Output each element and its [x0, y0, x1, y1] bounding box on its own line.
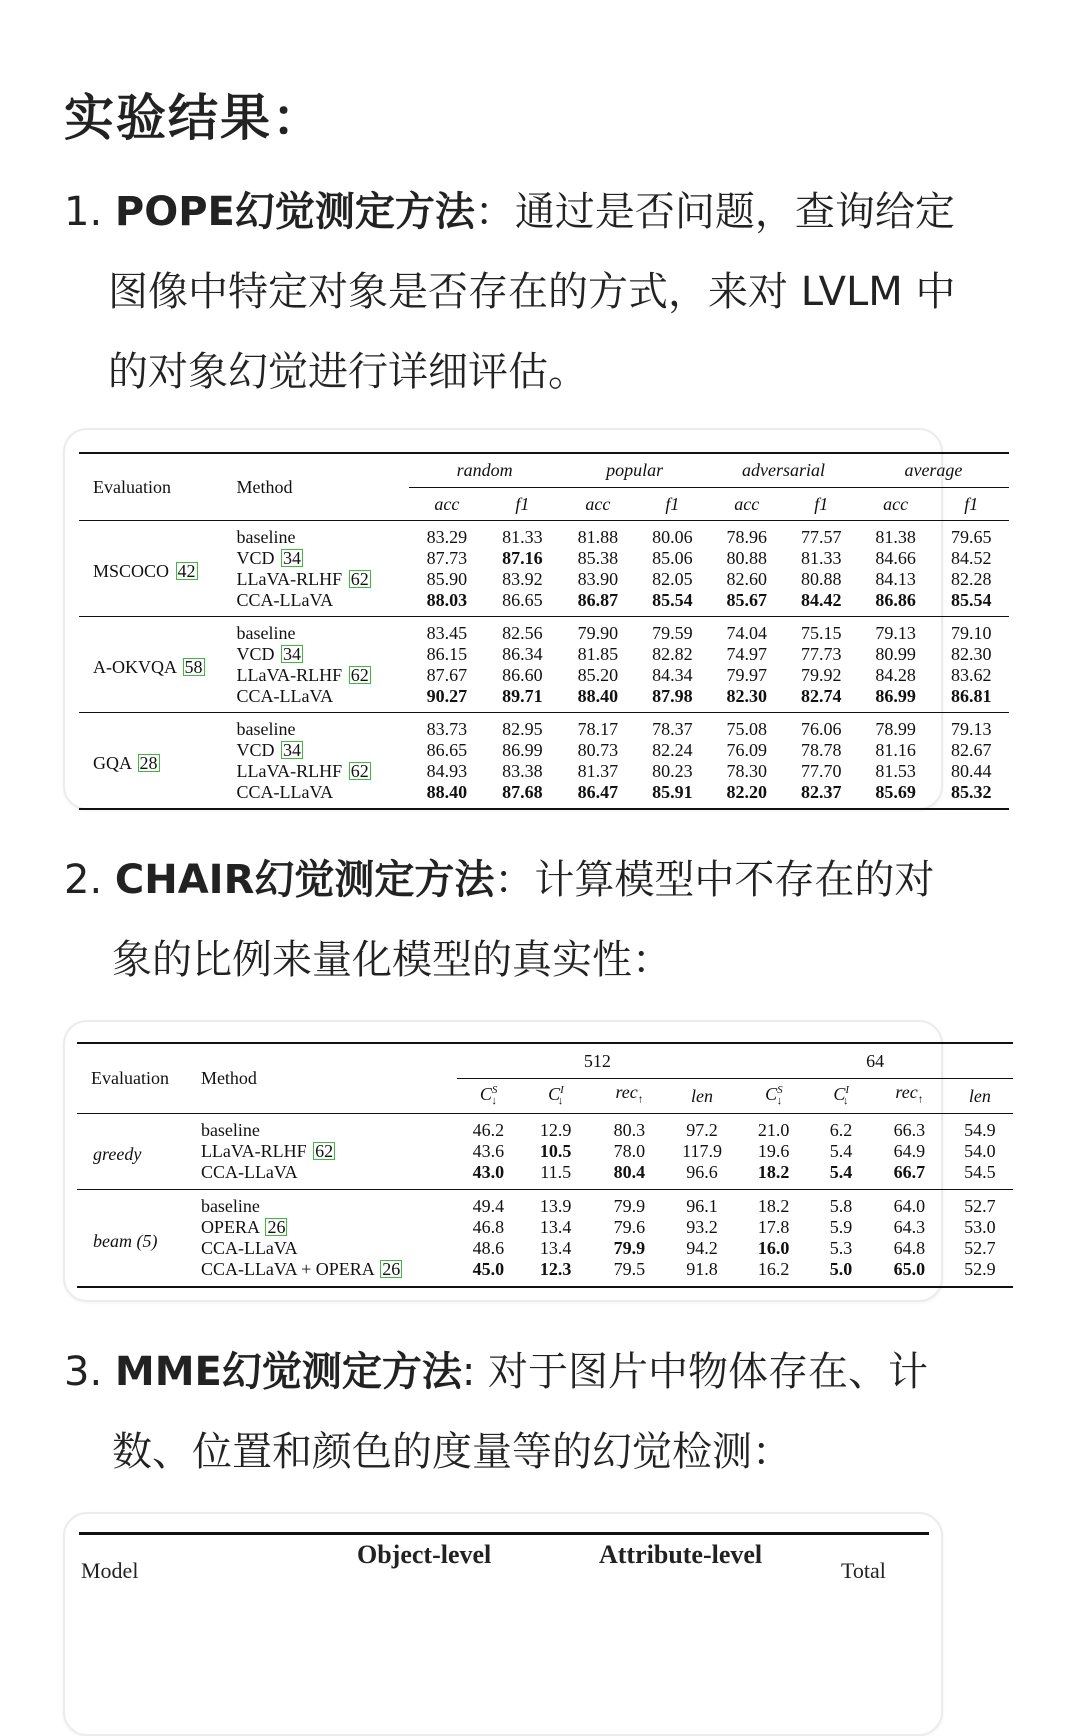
value-cell: 88.40 [577, 686, 619, 706]
dataset-name: GQA [93, 753, 132, 773]
method-cell [237, 644, 410, 665]
method-name: LLaVA-RLHF [236, 761, 343, 781]
mme-table-card [63, 1512, 943, 1736]
citation-link[interactable]: 26 [267, 1217, 286, 1237]
method-cell [237, 782, 410, 809]
value-cell: 82.37 [800, 782, 842, 802]
method-name: CCA-LLaVA [200, 1238, 298, 1258]
value-cell: 82.95 [502, 719, 543, 739]
value-cell: 87.68 [502, 782, 543, 802]
value-cell: 80.4 [613, 1162, 646, 1182]
value-cell: 43.0 [472, 1162, 505, 1182]
value-cell: 86.60 [502, 665, 543, 685]
group-header: adversarial [741, 460, 825, 480]
method-cell [201, 1238, 457, 1259]
decoding-strategy: greedy [93, 1144, 142, 1164]
page-heading: 实验结果： [64, 89, 324, 147]
value-cell: 86.86 [875, 590, 916, 610]
value-cell: 5.9 [829, 1217, 853, 1237]
method-name: CCA-LLaVA + OPERA [200, 1259, 374, 1279]
value-cell: 79.5 [613, 1259, 646, 1279]
metric-header: f1 [485, 488, 561, 521]
value-cell: 79.90 [577, 623, 619, 643]
value-cell: 80.88 [800, 569, 842, 589]
method-name: CCA-LLaVA [200, 1162, 298, 1182]
section-title: MME幻觉测定方法 [114, 1349, 462, 1395]
value-cell: 5.0 [829, 1259, 853, 1279]
value-cell: 79.10 [950, 623, 992, 643]
method-name: CCA-LLaVA [236, 782, 334, 802]
section-number: 1. [64, 189, 103, 235]
value-cell: 77.57 [800, 527, 842, 547]
value-cell: 82.60 [726, 569, 768, 589]
value-cell: 82.30 [726, 686, 768, 706]
method-cell [237, 521, 410, 549]
metric-header: len [667, 1079, 738, 1114]
method-name: baseline [200, 1196, 260, 1216]
value-cell: 75.08 [726, 719, 768, 739]
value-cell: 49.4 [472, 1196, 505, 1216]
value-cell: 86.65 [502, 590, 543, 610]
chair-data-row [77, 1259, 1013, 1287]
pope-table-card [63, 428, 992, 810]
value-cell: 88.40 [426, 782, 468, 802]
method-cell [201, 1114, 457, 1142]
value-cell: 81.33 [800, 548, 842, 568]
mme-model-header: Model [81, 1558, 139, 1583]
value-cell: 75.15 [800, 623, 842, 643]
value-cell: 94.2 [686, 1238, 718, 1258]
section-title: CHAIR幻觉测定方法 [114, 857, 495, 903]
value-cell: 64.8 [893, 1238, 926, 1258]
value-cell: 82.82 [652, 644, 693, 664]
method-name: VCD [236, 740, 275, 760]
value-cell: 80.23 [652, 761, 693, 781]
value-cell: 79.9 [613, 1196, 646, 1216]
value-cell: 82.56 [502, 623, 543, 643]
value-cell: 87.67 [426, 665, 468, 685]
value-cell: 84.93 [426, 761, 468, 781]
value-cell: 81.38 [875, 527, 916, 547]
value-cell: 83.29 [426, 527, 468, 547]
metric-header: $C^I_↓$ [810, 1079, 872, 1114]
method-cell [237, 617, 410, 645]
citation-link[interactable]: 34 [283, 548, 302, 568]
value-cell: 52.7 [964, 1238, 996, 1258]
value-cell: 76.06 [800, 719, 842, 739]
value-cell: 91.8 [686, 1259, 718, 1279]
value-cell: 81.88 [577, 527, 619, 547]
value-cell: 86.34 [502, 644, 543, 664]
chair-data-row [77, 1190, 1013, 1218]
value-cell: 52.7 [964, 1196, 996, 1216]
value-cell: 79.9 [613, 1238, 646, 1258]
section-2 [64, 840, 1024, 1000]
citation-link[interactable]: 62 [350, 569, 369, 589]
value-cell: 16.2 [757, 1259, 790, 1279]
value-cell: 54.9 [964, 1120, 996, 1140]
value-cell: 85.20 [577, 665, 619, 685]
metric-header: acc [560, 488, 636, 521]
value-cell: 85.38 [577, 548, 619, 568]
value-cell: 83.45 [426, 623, 468, 643]
value-cell: 78.96 [726, 527, 768, 547]
citation-link[interactable]: 28 [139, 753, 158, 773]
chair-results-table [77, 1042, 1013, 1288]
value-cell: 84.66 [875, 548, 916, 568]
value-cell: 79.92 [800, 665, 842, 685]
section-1 [64, 172, 1024, 412]
method-name: CCA-LLaVA [236, 686, 334, 706]
value-cell: 78.30 [726, 761, 768, 781]
section-text-line: ：通过是否问题，查询给定 [474, 189, 955, 235]
value-cell: 89.71 [502, 686, 543, 706]
metric-header: f1 [933, 488, 1009, 521]
method-cell [237, 665, 410, 686]
value-cell: 46.2 [472, 1120, 505, 1140]
value-cell: 86.65 [426, 740, 468, 760]
method-header: Method [236, 476, 293, 497]
chair-data-row [77, 1238, 1013, 1259]
value-cell: 80.06 [652, 527, 693, 547]
section-number: 2. [64, 857, 103, 903]
method-name: baseline [236, 719, 296, 739]
value-cell: 45.0 [472, 1259, 505, 1279]
metric-header: f1 [636, 488, 709, 521]
metric-header: $C^S_↓$ [737, 1079, 810, 1114]
value-cell: 13.4 [539, 1238, 572, 1258]
value-cell: 80.73 [577, 740, 619, 760]
value-cell: 82.30 [950, 644, 992, 664]
value-cell: 81.85 [577, 644, 619, 664]
method-cell [201, 1259, 457, 1287]
value-cell: 16.0 [757, 1238, 790, 1258]
value-cell: 12.9 [539, 1120, 572, 1140]
value-cell: 86.87 [577, 590, 619, 610]
value-cell: 5.3 [829, 1238, 853, 1258]
value-cell: 81.33 [502, 527, 543, 547]
value-cell: 74.04 [726, 623, 768, 643]
value-cell: 82.05 [652, 569, 693, 589]
value-cell: 79.97 [726, 665, 768, 685]
value-cell: 66.3 [893, 1120, 926, 1140]
chair-table-card [63, 1020, 996, 1302]
group-header: popular [606, 460, 664, 480]
section-text-line: : 对于图片中物体存在、计 [461, 1349, 929, 1395]
metric-header: rec$_↑$ [592, 1079, 667, 1114]
chair-data-row [77, 1162, 1013, 1190]
method-cell [201, 1141, 457, 1162]
value-cell: 46.8 [472, 1217, 505, 1237]
value-cell: 87.98 [652, 686, 693, 706]
value-cell: 84.28 [875, 665, 916, 685]
value-cell: 19.6 [757, 1141, 790, 1161]
value-cell: 83.38 [502, 761, 543, 781]
value-cell: 86.15 [426, 644, 468, 664]
evaluation-cell [79, 521, 237, 617]
method-name: OPERA [200, 1217, 259, 1237]
value-cell: 66.7 [893, 1162, 926, 1182]
value-cell: 10.5 [539, 1141, 572, 1161]
value-cell: 52.9 [964, 1259, 996, 1279]
value-cell: 80.99 [875, 644, 916, 664]
dataset-name: MSCOCO [93, 561, 170, 581]
value-cell: 84.13 [875, 569, 916, 589]
section-text-line: 数、位置和颜色的度量等的幻觉检测： [112, 1429, 792, 1475]
evaluation-header: Evaluation [93, 476, 171, 497]
method-cell [237, 686, 410, 713]
value-cell: 5.8 [829, 1196, 853, 1216]
value-cell: 85.06 [652, 548, 693, 568]
value-cell: 96.6 [686, 1162, 718, 1182]
metric-header: acc [709, 488, 785, 521]
value-cell: 86.81 [950, 686, 992, 706]
method-name: VCD [236, 548, 275, 568]
value-cell: 85.69 [875, 782, 916, 802]
value-cell: 5.4 [829, 1162, 853, 1182]
value-cell: 93.2 [686, 1217, 718, 1237]
section-number: 3. [64, 1349, 103, 1395]
value-cell: 82.67 [950, 740, 992, 760]
method-cell [201, 1190, 457, 1218]
pope-data-row [79, 713, 1009, 741]
section-title: POPE幻觉测定方法 [114, 189, 475, 235]
value-cell: 85.67 [726, 590, 768, 610]
dataset-name: A-OKVQA [93, 657, 176, 677]
pope-header-row-1 [79, 453, 1009, 488]
citation-link[interactable]: 62 [350, 761, 369, 781]
value-cell: 79.59 [652, 623, 693, 643]
value-cell: 77.73 [800, 644, 842, 664]
value-cell: 83.73 [426, 719, 468, 739]
method-cell [237, 713, 410, 741]
value-cell: 79.65 [950, 527, 992, 547]
evaluation-header: Evaluation [91, 1068, 169, 1088]
method-cell [201, 1217, 457, 1238]
value-cell: 88.03 [426, 590, 468, 610]
value-cell: 80.44 [950, 761, 992, 781]
value-cell: 90.27 [426, 686, 468, 706]
citation-link[interactable]: 62 [315, 1141, 334, 1161]
value-cell: 11.5 [540, 1162, 572, 1182]
value-cell: 81.53 [875, 761, 916, 781]
value-cell: 84.34 [652, 665, 693, 685]
value-cell: 83.90 [577, 569, 619, 589]
citation-link[interactable]: 34 [283, 644, 302, 664]
value-cell: 87.16 [502, 548, 543, 568]
value-cell: 6.2 [829, 1120, 853, 1140]
chair-data-row [77, 1141, 1013, 1162]
value-cell: 65.0 [893, 1259, 926, 1279]
value-cell: 74.97 [726, 644, 768, 664]
value-cell: 48.6 [472, 1238, 505, 1258]
value-cell: 13.4 [539, 1217, 572, 1237]
value-cell: 54.5 [964, 1162, 996, 1182]
method-cell [201, 1162, 457, 1190]
value-cell: 80.88 [726, 548, 768, 568]
value-cell: 87.73 [426, 548, 468, 568]
mme-table-topline [79, 1532, 929, 1535]
mme-object-level-header: Object-level [357, 1540, 492, 1569]
method-cell [237, 590, 410, 617]
method-name: LLaVA-RLHF [236, 665, 343, 685]
value-cell: 83.92 [502, 569, 543, 589]
section-text-line: 图像中特定对象是否存在的方式，来对 LVLM 中 [108, 269, 956, 315]
metric-header: len [947, 1079, 1013, 1114]
citation-link[interactable]: 58 [184, 657, 203, 677]
section-3 [64, 1332, 1024, 1492]
value-cell: 117.9 [682, 1141, 722, 1161]
value-cell: 86.99 [875, 686, 916, 706]
value-cell: 76.09 [726, 740, 768, 760]
value-cell: 12.3 [539, 1259, 572, 1279]
method-name: baseline [200, 1120, 260, 1140]
value-cell: 78.78 [800, 740, 842, 760]
metric-header: acc [858, 488, 934, 521]
chair-header-row-1 [77, 1043, 1013, 1079]
value-cell: 85.90 [426, 569, 468, 589]
chair-data-row [77, 1217, 1013, 1238]
section-text-line: 的对象幻觉进行详细评估。 [108, 349, 588, 395]
metric-header: $C^S_↓$ [457, 1079, 519, 1114]
value-cell: 13.9 [539, 1196, 572, 1216]
metric-header: rec$_↑$ [872, 1079, 947, 1114]
value-cell: 85.54 [950, 590, 992, 610]
value-cell: 79.13 [950, 719, 992, 739]
value-cell: 64.0 [893, 1196, 926, 1216]
value-cell: 79.6 [613, 1217, 646, 1237]
value-cell: 82.28 [950, 569, 992, 589]
method-cell [237, 548, 410, 569]
decoding-strategy: beam (5) [93, 1230, 158, 1251]
value-cell: 80.3 [613, 1120, 646, 1140]
value-cell: 85.54 [652, 590, 693, 610]
method-cell [237, 740, 410, 761]
metric-header: acc [409, 488, 485, 521]
value-cell: 78.37 [652, 719, 693, 739]
value-cell: 81.37 [577, 761, 619, 781]
value-cell: 79.13 [875, 623, 916, 643]
method-name: baseline [236, 623, 296, 643]
citation-link[interactable]: 26 [382, 1259, 401, 1279]
citation-link[interactable]: 62 [350, 665, 369, 685]
value-cell: 85.91 [652, 782, 693, 802]
citation-link[interactable]: 42 [177, 561, 196, 581]
value-cell: 64.3 [893, 1217, 926, 1237]
pope-data-row [79, 617, 1009, 645]
value-cell: 18.2 [757, 1162, 790, 1182]
value-cell: 81.16 [875, 740, 916, 760]
value-cell: 82.20 [726, 782, 768, 802]
value-cell: 78.99 [875, 719, 916, 739]
method-name: VCD [236, 644, 275, 664]
value-cell: 78.17 [577, 719, 619, 739]
metric-header: f1 [785, 488, 858, 521]
value-cell: 96.1 [686, 1196, 718, 1216]
mme-total-header: Total [841, 1558, 886, 1583]
pope-results-table [79, 452, 1009, 810]
method-name: LLaVA-RLHF [200, 1141, 307, 1161]
method-name: CCA-LLaVA [236, 590, 334, 610]
value-cell: 86.99 [502, 740, 543, 760]
method-name: LLaVA-RLHF [236, 569, 343, 589]
value-cell: 84.42 [800, 590, 842, 610]
value-cell: 77.70 [800, 761, 842, 781]
section-text-line: ：计算模型中不存在的对 [494, 857, 935, 903]
group-header: 64 [866, 1050, 885, 1071]
value-cell: 17.8 [757, 1217, 790, 1237]
value-cell: 85.32 [950, 782, 992, 802]
method-cell [237, 761, 410, 782]
mme-attribute-level-header: Attribute-level [599, 1540, 763, 1569]
value-cell: 86.47 [577, 782, 619, 802]
value-cell: 64.9 [893, 1141, 926, 1161]
value-cell: 18.2 [757, 1196, 790, 1216]
group-header: random [456, 460, 513, 480]
evaluation-cell [79, 617, 237, 713]
value-cell: 43.6 [472, 1141, 505, 1161]
value-cell: 84.52 [950, 548, 992, 568]
metric-header: $C^I_↓$ [519, 1079, 592, 1114]
value-cell: 78.0 [613, 1141, 646, 1161]
section-text-line: 象的比例来量化模型的真实性： [112, 937, 672, 983]
value-cell: 83.62 [950, 665, 992, 685]
method-header: Method [200, 1068, 257, 1088]
value-cell: 5.4 [829, 1141, 853, 1161]
value-cell: 82.74 [800, 686, 842, 706]
citation-link[interactable]: 34 [283, 740, 302, 760]
value-cell: 82.24 [652, 740, 693, 760]
value-cell: 54.0 [964, 1141, 996, 1161]
group-header: average [904, 460, 963, 480]
value-cell: 21.0 [757, 1120, 790, 1140]
evaluation-cell [79, 713, 237, 810]
group-header: 512 [583, 1050, 611, 1071]
value-cell: 53.0 [964, 1217, 996, 1237]
method-name: baseline [236, 527, 296, 547]
method-cell [237, 569, 410, 590]
value-cell: 97.2 [686, 1120, 718, 1140]
pope-data-row [79, 521, 1009, 549]
chair-data-row [77, 1114, 1013, 1142]
